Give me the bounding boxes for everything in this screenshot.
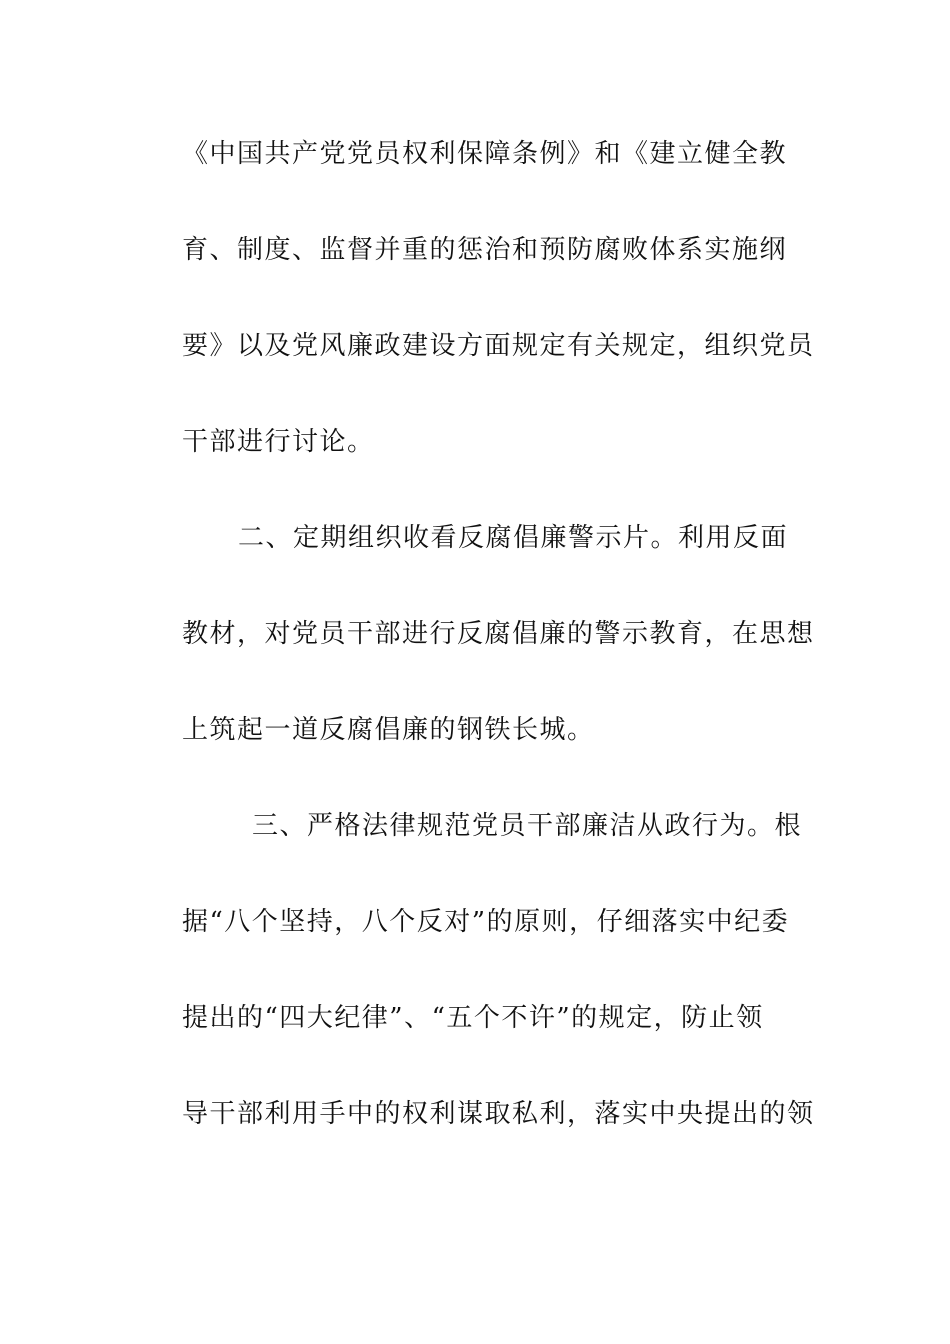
text-line: 育、制度、监督并重的惩治和预防腐败体系实施纲: [182, 235, 788, 265]
text-line: 教材，对党员干部进行反腐倡廉的警示教育，在思想: [182, 619, 815, 649]
text-line: 《中国共产党党员权利保障条例》和《建立健全教: [182, 139, 788, 169]
text-line: 上筑起一道反腐倡廉的钢铁长城。: [182, 715, 595, 745]
section-three-heading-line: 三、严格法律规范党员干部廉洁从政行为。根: [252, 811, 803, 841]
section-two-heading-line: 二、定期组织收看反腐倡廉警示片。利用反面: [238, 523, 789, 553]
text-line: 干部进行讨论。: [182, 427, 375, 457]
text-line: 要》以及党风廉政建设方面规定有关规定，组织党员: [182, 331, 815, 361]
body-text: [182, 128, 815, 1184]
text-line: 据“八个坚持，八个反对”的原则，仔细落实中纪委: [182, 907, 790, 937]
text-line: 导干部利用手中的权利谋取私利，落实中央提出的领: [182, 1099, 815, 1129]
text-line: 提出的“四大纪律”、“五个不许”的规定，防止领: [182, 1003, 764, 1033]
